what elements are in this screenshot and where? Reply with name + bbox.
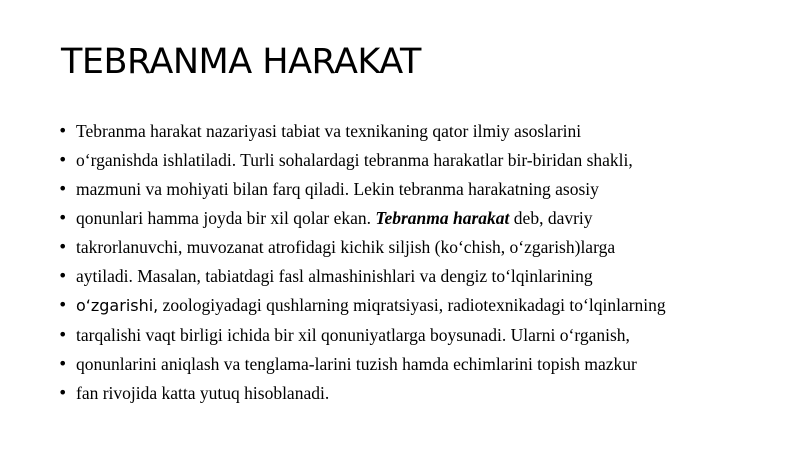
list-item [58,325,778,345]
list-item [58,237,778,257]
list-item-text: fan rivojida katta yutuq hisoblanadi. [76,383,330,403]
list-item-text: Tebranma harakat nazariyasi tabiat va texnikaning qator ilmiy asoslarini [76,121,582,141]
bullet-icon: • [58,266,68,285]
list-item-text: o‘rganishda ishlatiladi. Turli sohalardagi tebranma harakatlar bir-biridan shakli, [76,150,633,170]
bullet-icon: • [58,295,68,314]
list-item-text: mazmuni va mohiyati bilan farq qiladi. Lekin tebranma harakatning asosiy [76,179,599,199]
bullet-list [58,121,778,412]
list-item-text: qonunlarini aniqlash va tenglama-larini tuzish hamda echimlarini topish mazkur [76,354,637,374]
list-item [58,383,778,403]
list-item [58,121,778,141]
bullet-icon: • [58,208,68,227]
bullet-icon: • [58,325,68,344]
list-item-text-after: deb, davriy [509,208,593,228]
list-item-text-sans: o‘zgarishi, [76,296,159,315]
list-item [58,295,778,316]
bullet-icon: • [58,150,68,169]
list-item [58,266,778,286]
bullet-icon: • [58,383,68,402]
list-item [58,208,778,228]
bullet-icon: • [58,237,68,256]
list-item-text: takrorlanuvchi, muvozanat atrofidagi kichik siljish (ko‘chish, o‘zgarish)larga [76,237,616,257]
emphasized-term: Tebranma harakat [375,208,510,228]
list-item [58,354,778,374]
slide-title: TEBRANMA HARAKAT [61,42,421,82]
bullet-icon: • [58,179,68,198]
bullet-icon: • [58,354,68,373]
list-item-text: tarqalishi vaqt birligi ichida bir xil qonuniyatlarga boysunadi. Ularni o‘rganish, [76,325,630,345]
bullet-icon: • [58,121,68,140]
list-item-text: zoologiyadagi qushlarning miqratsiyasi, radiotexnikadagi to‘lqinlarning [158,295,666,315]
list-item-text-before: qonunlari hamma joyda bir xil qolar ekan. [76,208,376,228]
list-item-text: aytiladi. Masalan, tabiatdagi fasl almashinishlari va dengiz to‘lqinlarining [76,266,593,286]
list-item [58,150,778,170]
list-item [58,179,778,199]
